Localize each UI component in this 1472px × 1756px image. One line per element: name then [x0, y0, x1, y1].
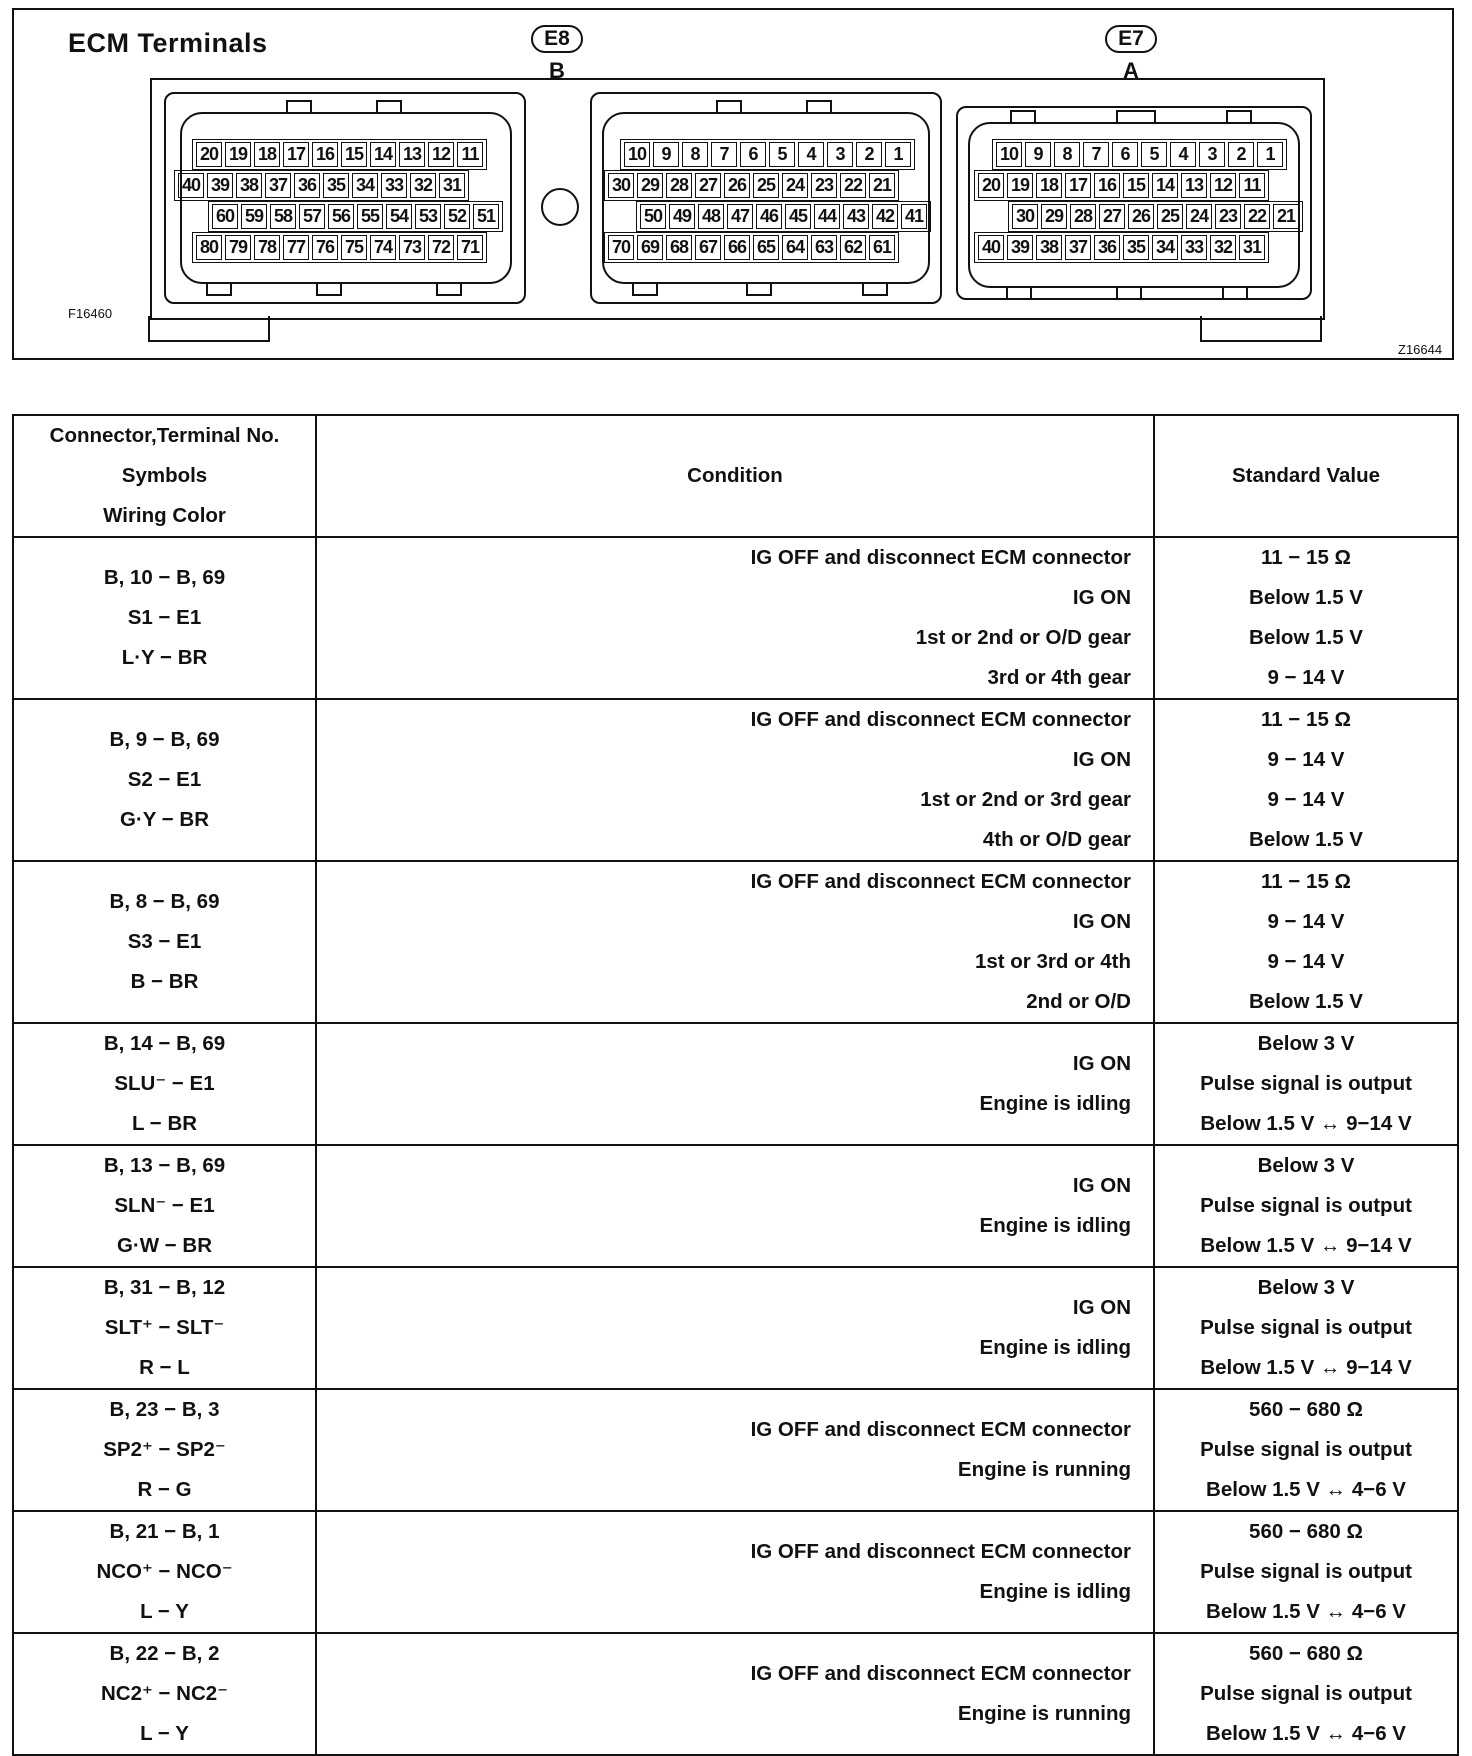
header-line: Symbols — [121, 464, 208, 487]
standard-value-cell-line: Pulse signal is output — [1200, 1682, 1412, 1705]
condition-cell-line: Engine is idling — [979, 1092, 1131, 1115]
terminal-pin: 42 — [872, 204, 898, 229]
terminal-pin: 31 — [1239, 235, 1265, 260]
key-notch — [806, 100, 832, 112]
terminal-pin: 66 — [724, 235, 750, 260]
condition-cell-line: IG OFF and disconnect ECM connector — [750, 1540, 1131, 1563]
key-notch — [286, 100, 312, 112]
terminal-pin: 4 — [798, 142, 824, 167]
condition-cell — [316, 1511, 1154, 1633]
terminal-pin: 19 — [1007, 173, 1033, 198]
standard-value-cell-line: Pulse signal is output — [1200, 1560, 1412, 1583]
terminal-pin: 18 — [1036, 173, 1062, 198]
terminal-pin: 35 — [1123, 235, 1149, 260]
terminal-cell-line: NC2⁺ − NC2⁻ — [100, 1682, 229, 1705]
terminal-pin: 47 — [727, 204, 753, 229]
terminal-cell — [13, 1267, 316, 1389]
condition-cell — [316, 1389, 1154, 1511]
terminal-pin: 30 — [608, 173, 634, 198]
terminal-cell — [13, 1023, 316, 1145]
standard-value-cell-line: Below 1.5 V ↔ 9−14 V — [1200, 1234, 1412, 1257]
terminal-pin: 27 — [1099, 204, 1125, 229]
terminal-pin: 49 — [669, 204, 695, 229]
terminal-pin: 39 — [1007, 235, 1033, 260]
terminal-pin: 3 — [1199, 142, 1225, 167]
standard-value-cell-line: Below 1.5 V ↔ 4−6 V — [1206, 1478, 1406, 1501]
connector-id-e8: E8 — [531, 25, 583, 53]
terminal-cell-line: B, 23 − B, 3 — [109, 1398, 220, 1421]
figure-code-left: F16460 — [68, 306, 113, 321]
terminal-pin: 40 — [978, 235, 1004, 260]
terminal-pin: 33 — [381, 173, 407, 198]
standard-value-cell-line: 9 − 14 V — [1267, 910, 1345, 933]
standard-value-cell-line: Below 1.5 V ↔ 9−14 V — [1200, 1356, 1412, 1379]
standard-value-cell — [1154, 1511, 1458, 1633]
terminal-pin: 38 — [1036, 235, 1062, 260]
terminal-pin: 18 — [254, 142, 280, 167]
terminal-pin: 20 — [196, 142, 222, 167]
terminal-pin: 7 — [711, 142, 737, 167]
terminal-pin: 31 — [439, 173, 465, 198]
terminal-pin: 34 — [1152, 235, 1178, 260]
terminal-pin: 14 — [370, 142, 396, 167]
standard-value-cell-line: Below 3 V — [1257, 1032, 1355, 1055]
standard-value-cell-line: 560 − 680 Ω — [1249, 1398, 1363, 1421]
terminal-pin: 63 — [811, 235, 837, 260]
key-notch — [436, 284, 462, 296]
condition-cell-line: IG OFF and disconnect ECM connector — [750, 708, 1131, 731]
terminal-pin: 6 — [740, 142, 766, 167]
condition-cell-line: IG ON — [1072, 1052, 1131, 1075]
standard-value-cell-line: Below 1.5 V — [1249, 626, 1363, 649]
pin-row-frame — [192, 232, 487, 263]
terminal-pin: 9 — [1025, 142, 1051, 167]
terminal-pin: 12 — [1210, 173, 1236, 198]
key-notch — [862, 284, 888, 296]
header-line: Connector,Terminal No. — [49, 424, 280, 447]
terminal-pin: 77 — [283, 235, 309, 260]
terminal-pin: 1 — [885, 142, 911, 167]
terminal-pin: 53 — [415, 204, 441, 229]
terminal-pin: 39 — [207, 173, 233, 198]
terminal-pin: 2 — [1228, 142, 1254, 167]
terminal-pin: 43 — [843, 204, 869, 229]
terminal-pin: 59 — [241, 204, 267, 229]
condition-cell-line: IG ON — [1072, 586, 1131, 609]
standard-value-cell-line: Pulse signal is output — [1200, 1316, 1412, 1339]
pin-row-frame — [974, 170, 1269, 201]
terminal-pin: 29 — [1041, 204, 1067, 229]
terminal-pin: 61 — [869, 235, 895, 260]
standard-value-cell-line: Below 1.5 V ↔ 4−6 V — [1206, 1722, 1406, 1745]
ecm-mount-tab-right — [1200, 316, 1322, 342]
terminal-pin: 16 — [312, 142, 338, 167]
terminal-pin: 62 — [840, 235, 866, 260]
terminal-pin: 14 — [1152, 173, 1178, 198]
terminal-pin: 41 — [901, 204, 927, 229]
terminal-cell-line: G·Y − BR — [119, 808, 210, 831]
terminal-cell-line: B, 9 − B, 69 — [109, 728, 220, 751]
terminal-cell-line: B, 10 − B, 69 — [103, 566, 226, 589]
terminal-pin: 56 — [328, 204, 354, 229]
table-header-row — [13, 415, 1458, 537]
terminal-pin: 6 — [1112, 142, 1138, 167]
terminal-pin: 13 — [399, 142, 425, 167]
terminal-pin: 25 — [753, 173, 779, 198]
terminal-pin: 17 — [1065, 173, 1091, 198]
condition-cell-line: 4th or O/D gear — [982, 828, 1131, 851]
terminal-pin: 73 — [399, 235, 425, 260]
terminal-pin: 57 — [299, 204, 325, 229]
standard-value-cell — [1154, 699, 1458, 861]
terminal-pin: 78 — [254, 235, 280, 260]
key-notch — [1116, 288, 1142, 300]
standard-value-cell-line: 9 − 14 V — [1267, 788, 1345, 811]
terminal-pin: 13 — [1181, 173, 1207, 198]
key-notch — [632, 284, 658, 296]
terminal-pin: 7 — [1083, 142, 1109, 167]
terminal-pin: 69 — [637, 235, 663, 260]
terminal-pin: 54 — [386, 204, 412, 229]
terminal-cell-line: NCO⁺ − NCO⁻ — [96, 1560, 233, 1583]
key-notch — [1226, 110, 1252, 122]
terminal-cell — [13, 1145, 316, 1267]
terminal-pin: 52 — [444, 204, 470, 229]
connector-letter-b: B — [549, 58, 565, 83]
terminal-cell-line: L·Y − BR — [121, 646, 208, 669]
key-notch — [746, 284, 772, 296]
terminal-spec-table — [12, 414, 1459, 1756]
standard-value-cell-line: Below 3 V — [1257, 1276, 1355, 1299]
terminal-pin: 12 — [428, 142, 454, 167]
terminal-pin: 37 — [1065, 235, 1091, 260]
pin-row-frame — [208, 201, 503, 232]
terminal-pin: 26 — [724, 173, 750, 198]
standard-value-cell-line: Below 1.5 V ↔ 9−14 V — [1200, 1112, 1412, 1135]
terminal-pin: 21 — [1273, 204, 1299, 229]
standard-value-cell-line: 11 − 15 Ω — [1261, 708, 1351, 731]
terminal-pin: 33 — [1181, 235, 1207, 260]
figure-code-right: Z16644 — [1398, 342, 1443, 357]
terminal-cell-line: B, 31 − B, 12 — [103, 1276, 226, 1299]
terminal-cell-line: B, 21 − B, 1 — [109, 1520, 220, 1543]
standard-value-cell-line: Below 3 V — [1257, 1154, 1355, 1177]
terminal-cell — [13, 1389, 316, 1511]
standard-value-cell-line: 9 − 14 V — [1267, 748, 1345, 771]
terminal-pin: 25 — [1157, 204, 1183, 229]
condition-cell-line: Engine is idling — [979, 1336, 1131, 1359]
pin-row-frame — [620, 139, 915, 170]
terminal-pin: 76 — [312, 235, 338, 260]
condition-cell — [316, 1267, 1154, 1389]
key-notch — [316, 284, 342, 296]
terminal-pin: 35 — [323, 173, 349, 198]
key-notch — [1116, 110, 1156, 122]
terminal-pin: 26 — [1128, 204, 1154, 229]
terminal-cell-line: L − Y — [140, 1600, 189, 1623]
diagram-title: ECM Terminals — [68, 28, 268, 58]
header-standard-value: Standard Value — [1154, 415, 1458, 537]
condition-cell-line: IG ON — [1072, 910, 1131, 933]
terminal-pin: 23 — [811, 173, 837, 198]
standard-value-cell-line: 11 − 15 Ω — [1261, 546, 1351, 569]
terminal-pin: 5 — [769, 142, 795, 167]
standard-value-cell — [1154, 537, 1458, 699]
standard-value-cell-line: 9 − 14 V — [1267, 666, 1345, 689]
condition-cell-line: IG ON — [1072, 1174, 1131, 1197]
standard-value-cell — [1154, 861, 1458, 1023]
terminal-cell-line: SLT⁺ − SLT⁻ — [104, 1316, 225, 1339]
terminal-pin: 58 — [270, 204, 296, 229]
terminal-pin: 27 — [695, 173, 721, 198]
terminal-cell-line: B, 8 − B, 69 — [109, 890, 220, 913]
standard-value-cell-line: Pulse signal is output — [1200, 1072, 1412, 1095]
terminal-pin: 5 — [1141, 142, 1167, 167]
condition-cell-line: IG OFF and disconnect ECM connector — [750, 1662, 1131, 1685]
standard-value-cell — [1154, 1267, 1458, 1389]
standard-value-cell — [1154, 1633, 1458, 1755]
table-row — [13, 1023, 1458, 1145]
terminal-pin: 17 — [283, 142, 309, 167]
condition-cell-line: Engine is idling — [979, 1214, 1131, 1237]
terminal-pin: 72 — [428, 235, 454, 260]
terminal-pin: 3 — [827, 142, 853, 167]
condition-cell — [316, 1145, 1154, 1267]
condition-cell-line: 3rd or 4th gear — [987, 666, 1131, 689]
standard-value-cell-line: Below 1.5 V — [1249, 990, 1363, 1013]
header-terminal — [13, 415, 316, 537]
terminal-cell — [13, 699, 316, 861]
terminal-pin: 10 — [624, 142, 650, 167]
terminal-pin: 24 — [782, 173, 808, 198]
standard-value-cell-line: 560 − 680 Ω — [1249, 1642, 1363, 1665]
terminal-pin: 30 — [1012, 204, 1038, 229]
terminal-pin: 51 — [473, 204, 499, 229]
terminal-pin: 11 — [1239, 173, 1265, 198]
condition-cell-line: 1st or 3rd or 4th — [974, 950, 1131, 973]
pin-row-frame — [1008, 201, 1303, 232]
terminal-pin: 36 — [294, 173, 320, 198]
standard-value-cell-line: Below 1.5 V — [1249, 586, 1363, 609]
terminal-pin: 67 — [695, 235, 721, 260]
key-notch — [716, 100, 742, 112]
connector-letter-a: A — [1123, 58, 1139, 83]
terminal-pin: 68 — [666, 235, 692, 260]
key-notch — [1006, 288, 1032, 300]
terminal-cell-line: SP2⁺ − SP2⁻ — [103, 1438, 226, 1461]
standard-value-cell-line: Pulse signal is output — [1200, 1194, 1412, 1217]
terminal-pin: 79 — [225, 235, 251, 260]
terminal-pin: 37 — [265, 173, 291, 198]
table-row — [13, 1267, 1458, 1389]
terminal-pin: 21 — [869, 173, 895, 198]
terminal-pin: 32 — [1210, 235, 1236, 260]
key-notch — [1010, 110, 1036, 122]
terminal-pin: 64 — [782, 235, 808, 260]
terminal-pin: 20 — [978, 173, 1004, 198]
terminal-cell-line: L − Y — [140, 1722, 189, 1745]
terminal-pin: 74 — [370, 235, 396, 260]
header-condition: Condition — [316, 415, 1154, 537]
terminal-pin: 44 — [814, 204, 840, 229]
terminal-pin: 1 — [1257, 142, 1283, 167]
condition-cell-line: IG ON — [1072, 748, 1131, 771]
condition-cell-line: Engine is running — [957, 1458, 1131, 1481]
terminal-pin: 2 — [856, 142, 882, 167]
terminal-pin: 15 — [341, 142, 367, 167]
terminal-pin: 23 — [1215, 204, 1241, 229]
pin-row-frame — [604, 170, 899, 201]
terminal-pin: 16 — [1094, 173, 1120, 198]
standard-value-cell — [1154, 1145, 1458, 1267]
terminal-pin: 45 — [785, 204, 811, 229]
terminal-cell — [13, 1511, 316, 1633]
terminal-cell-line: S1 − E1 — [127, 606, 202, 629]
terminal-pin: 29 — [637, 173, 663, 198]
standard-value-cell-line: 9 − 14 V — [1267, 950, 1345, 973]
terminal-pin: 65 — [753, 235, 779, 260]
terminal-pin: 75 — [341, 235, 367, 260]
terminal-pin: 50 — [640, 204, 666, 229]
terminal-cell-line: B, 14 − B, 69 — [103, 1032, 226, 1055]
standard-value-cell — [1154, 1389, 1458, 1511]
terminal-pin: 38 — [236, 173, 262, 198]
standard-value-cell-line: 560 − 680 Ω — [1249, 1520, 1363, 1543]
terminal-cell-line: SLN⁻ − E1 — [114, 1194, 215, 1217]
terminal-pin: 34 — [352, 173, 378, 198]
terminal-pin: 22 — [840, 173, 866, 198]
standard-value-cell-line: Below 1.5 V ↔ 4−6 V — [1206, 1600, 1406, 1623]
pin-row-frame — [192, 139, 487, 170]
terminal-cell-line: SLU⁻ − E1 — [114, 1072, 215, 1095]
terminal-cell — [13, 537, 316, 699]
terminal-pin: 46 — [756, 204, 782, 229]
terminal-pin: 22 — [1244, 204, 1270, 229]
table-row — [13, 861, 1458, 1023]
terminal-pin: 28 — [1070, 204, 1096, 229]
condition-cell — [316, 537, 1154, 699]
pin-row-frame — [992, 139, 1287, 170]
terminal-cell — [13, 861, 316, 1023]
terminal-cell-line: L − BR — [131, 1112, 198, 1135]
table-row — [13, 1511, 1458, 1633]
pin-row-frame — [604, 232, 899, 263]
terminal-pin: 71 — [457, 235, 483, 260]
condition-cell-line: 1st or 2nd or O/D gear — [915, 626, 1131, 649]
ecm-mount-tab-left — [148, 316, 270, 342]
terminal-pin: 28 — [666, 173, 692, 198]
standard-value-cell — [1154, 1023, 1458, 1145]
condition-cell-line: 1st or 2nd or 3rd gear — [920, 788, 1131, 811]
condition-cell-line: IG OFF and disconnect ECM connector — [750, 1418, 1131, 1441]
condition-cell-line: IG OFF and disconnect ECM connector — [750, 546, 1131, 569]
condition-cell-line: 2nd or O/D — [1026, 990, 1131, 1013]
condition-cell — [316, 1023, 1154, 1145]
terminal-pin: 48 — [698, 204, 724, 229]
terminal-cell-line: B − BR — [130, 970, 199, 993]
terminal-cell-line: B, 13 − B, 69 — [103, 1154, 226, 1177]
terminal-pin: 8 — [682, 142, 708, 167]
mounting-hole — [541, 188, 579, 226]
terminal-pin: 40 — [178, 173, 204, 198]
condition-cell-line: IG ON — [1072, 1296, 1131, 1319]
terminal-pin: 8 — [1054, 142, 1080, 167]
terminal-cell-line: R − G — [137, 1478, 192, 1501]
pin-row-frame — [636, 201, 931, 232]
pin-row-frame — [974, 232, 1269, 263]
terminal-pin: 11 — [457, 142, 483, 167]
terminal-pin: 80 — [196, 235, 222, 260]
standard-value-cell-line: Pulse signal is output — [1200, 1438, 1412, 1461]
standard-value-cell-line: 11 − 15 Ω — [1261, 870, 1351, 893]
condition-cell-line: Engine is idling — [979, 1580, 1131, 1603]
connector-id-e7: E7 — [1105, 25, 1157, 53]
terminal-cell-line: B, 22 − B, 2 — [109, 1642, 220, 1665]
terminal-cell-line: S3 − E1 — [127, 930, 202, 953]
condition-cell — [316, 1633, 1154, 1755]
table-row — [13, 699, 1458, 861]
terminal-pin: 10 — [996, 142, 1022, 167]
terminal-cell-line: S2 − E1 — [127, 768, 202, 791]
terminal-pin: 9 — [653, 142, 679, 167]
terminal-cell-line: R − L — [139, 1356, 190, 1379]
table-row — [13, 1633, 1458, 1755]
table-row — [13, 1389, 1458, 1511]
terminal-pin: 24 — [1186, 204, 1212, 229]
table-row — [13, 1145, 1458, 1267]
condition-cell — [316, 861, 1154, 1023]
header-line: Wiring Color — [103, 504, 226, 527]
terminal-pin: 55 — [357, 204, 383, 229]
terminal-pin: 36 — [1094, 235, 1120, 260]
pin-row-frame — [174, 170, 469, 201]
terminal-pin: 15 — [1123, 173, 1149, 198]
condition-cell-line: Engine is running — [957, 1702, 1131, 1725]
table-row — [13, 537, 1458, 699]
key-notch — [206, 284, 232, 296]
terminal-cell-line: G·W − BR — [116, 1234, 213, 1257]
terminal-pin: 60 — [212, 204, 238, 229]
condition-cell-line: IG OFF and disconnect ECM connector — [750, 870, 1131, 893]
terminal-cell — [13, 1633, 316, 1755]
terminal-pin: 32 — [410, 173, 436, 198]
key-notch — [1222, 288, 1248, 300]
standard-value-cell-line: Below 1.5 V — [1249, 828, 1363, 851]
key-notch — [376, 100, 402, 112]
terminal-pin: 4 — [1170, 142, 1196, 167]
table-body — [13, 537, 1458, 1755]
condition-cell — [316, 699, 1154, 861]
terminal-pin: 19 — [225, 142, 251, 167]
terminal-pin: 70 — [608, 235, 634, 260]
